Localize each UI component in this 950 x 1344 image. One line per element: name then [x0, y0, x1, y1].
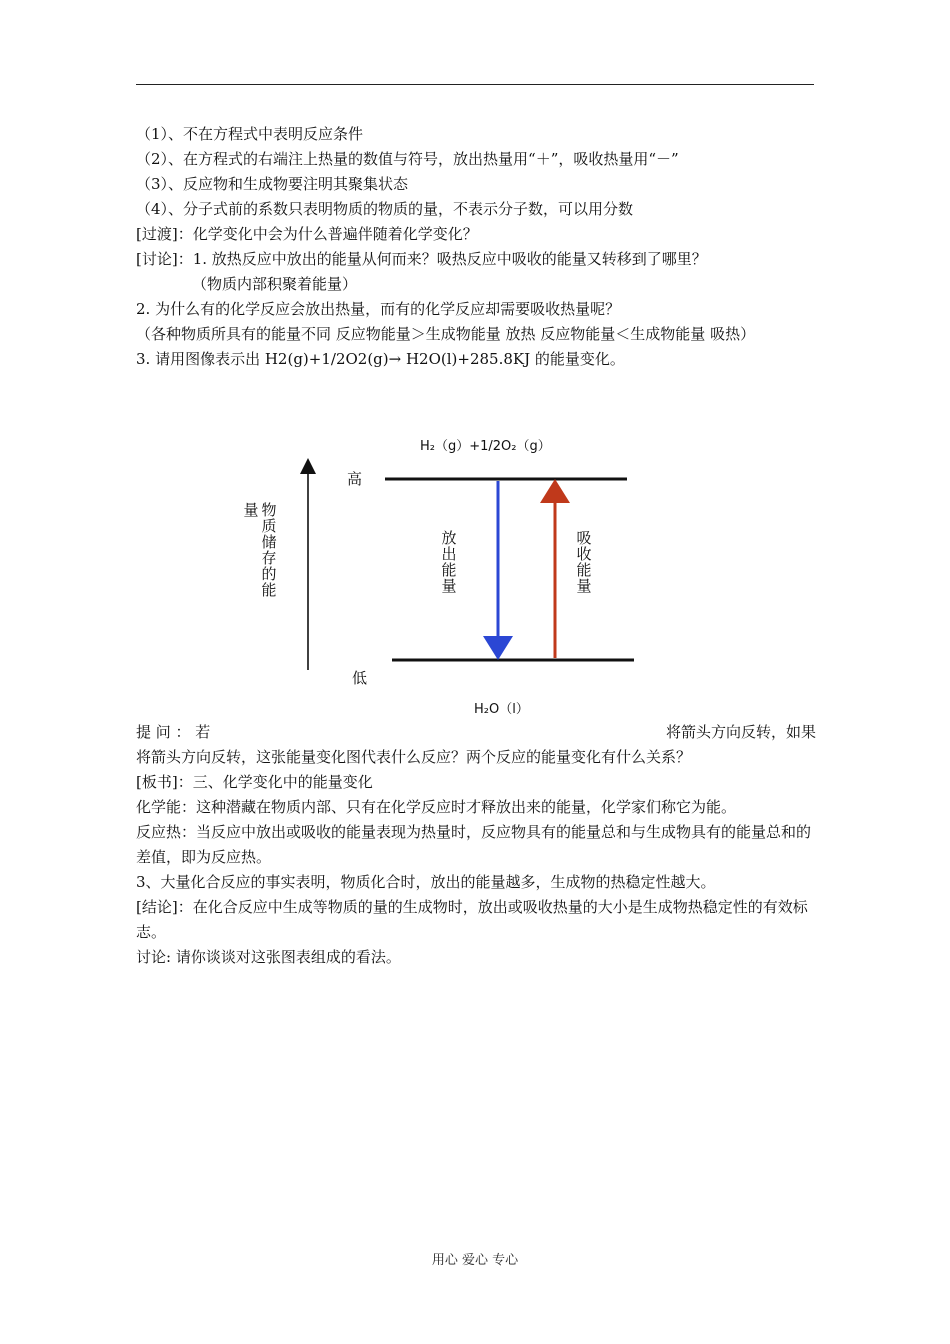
page-footer: 用心 爱心 专心 [431, 1253, 519, 1268]
text-line: 反应热：当反应中放出或吸收的能量表现为热量时，反应物具有的能量总和与生成物具有的能量总和的差值，即为反应热。 [136, 823, 812, 866]
high-label: 高 [347, 470, 363, 488]
text-line: [板书]：三、化学变化中的能量变化 [136, 773, 373, 791]
body-text-lower [136, 720, 816, 970]
reactants-label: H₂（g）+1/2O₂（g） [420, 439, 551, 454]
energy-diagram [230, 430, 650, 720]
body-text-upper [136, 122, 816, 372]
axis-label-b: 物质储存的能 [261, 501, 277, 599]
text-line: （3）、反应物和生成物要注明其聚集状态 [136, 175, 409, 193]
header-rule [136, 84, 814, 85]
text-line: （4）、分子式前的系数只表明物质的物质的量，不表示分子数，可以用分数 [136, 200, 634, 218]
absorb-energy-label: 吸收能量 [576, 529, 592, 595]
text-line: 将箭头方向反转，这张能量变化图代表什么反应？两个反应的能量变化有什么关系？ [136, 748, 692, 766]
text-line: 2. 为什么有的化学反应会放出热量，而有的化学反应却需要吸收热量呢？ [136, 300, 621, 318]
text-line: （各种物质所具有的能量不同 反应物能量＞生成物能量 放热 反应物能量＜生成物能量 吸热） [136, 325, 756, 343]
product-label: H₂O（l） [474, 702, 529, 717]
text-line: 3. 请用图像表示出 H2(g)+1/2O2(g)→ H2O(l)+285.8KJ 的能量变化。 [136, 350, 625, 368]
question-right: 将箭头方向反转，如果 [665, 723, 816, 741]
text-line: 3、大量化合反应的事实表明，物质化合时，放出的能量越多，生成物的热稳定性越大。 [136, 873, 716, 891]
axis-label-a: 量 [243, 501, 259, 519]
text-line: 化学能：这种潜藏在物质内部、只有在化学反应时才释放出来的能量，化学家们称它为能。 [136, 798, 737, 816]
text-line: （2）、在方程式的右端注上热量的数值与符号，放出热量用“＋”，吸收热量用“－” [136, 150, 679, 168]
text-line: [过渡]：化学变化中会为什么普遍伴随着化学变化？ [136, 225, 478, 243]
text-line: （物质内部积聚着能量） [192, 275, 358, 293]
low-label: 低 [352, 669, 368, 687]
release-energy-label: 放出能量 [441, 529, 457, 595]
text-line: （1）、不在方程式中表明反应条件 [136, 125, 364, 143]
question-left: 提 问 ： 若 [136, 723, 211, 741]
text-line: [讨论]：1. 放热反应中放出的能量从何而来？吸热反应中吸收的能量又转移到了哪里？ [136, 250, 707, 268]
text-line: 讨论: 请你谈谈对这张图表组成的看法。 [136, 948, 401, 966]
text-line: [结论]：在化合反应中生成等物质的量的生成物时，放出或吸收热量的大小是生成物热稳定性的有效标志。 [136, 898, 808, 941]
question-line [136, 720, 816, 745]
